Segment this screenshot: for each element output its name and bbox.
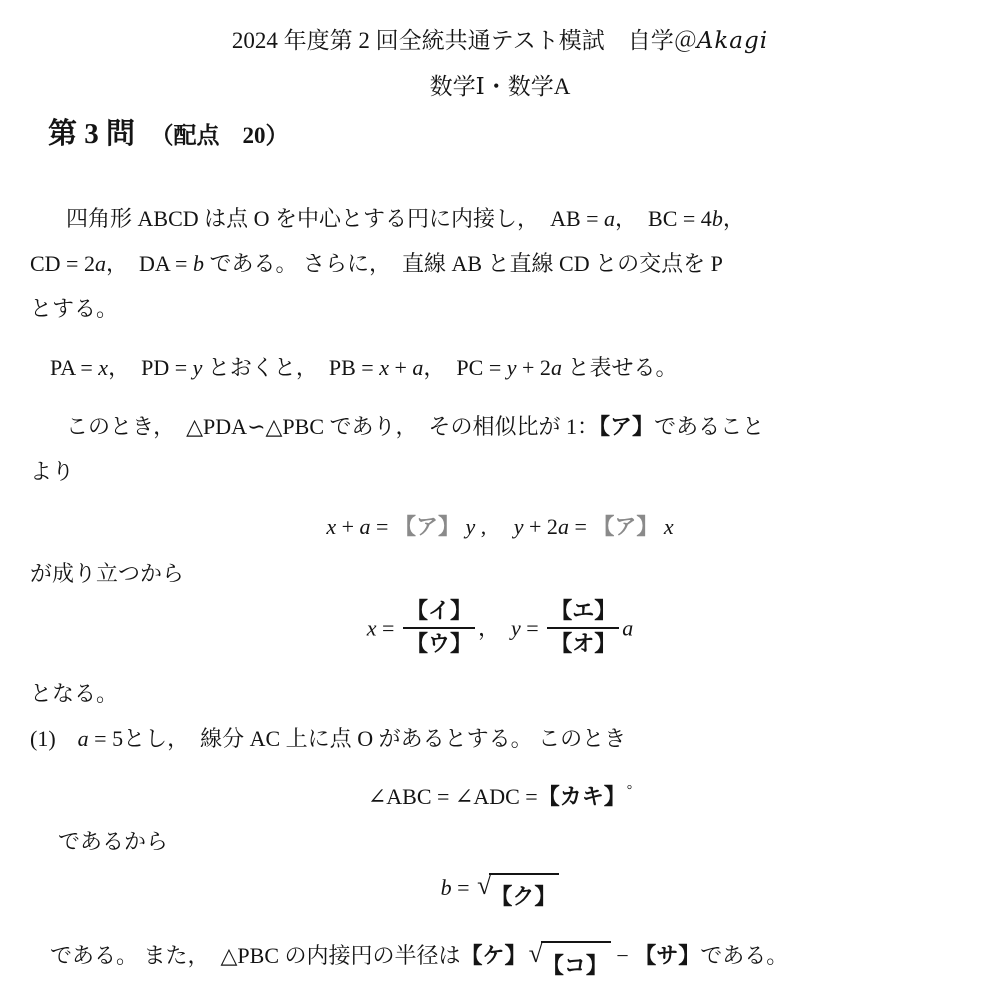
- math-variable: y: [506, 355, 517, 380]
- problem-points: （配点 20）: [150, 123, 289, 148]
- math-roman: 1：: [566, 414, 600, 439]
- radical-sign-icon: √: [477, 871, 492, 900]
- math-roman: PB =: [328, 355, 380, 380]
- text-run: ，: [615, 206, 649, 231]
- math-variable: x: [658, 514, 674, 539]
- text-run: ，: [108, 355, 142, 380]
- paragraph-definitions: [30, 345, 970, 390]
- math-roman: △PDA: [186, 414, 248, 439]
- math-variable: a: [412, 355, 424, 380]
- math-roman: =: [376, 615, 400, 641]
- math-roman: △PBC: [220, 943, 280, 968]
- text-run: ，: [423, 355, 457, 380]
- math-roman: −: [610, 943, 635, 968]
- math-roman: =: [451, 875, 476, 900]
- subquestion-1: [30, 716, 970, 761]
- math-roman: =: [520, 615, 545, 641]
- math-variable: a: [604, 206, 616, 231]
- math-roman: DA =: [138, 251, 193, 276]
- text-run: を中心とする円に内接し，: [269, 206, 551, 231]
- math-variable: b: [192, 251, 204, 276]
- text-run: であり， その相似比が: [324, 414, 567, 439]
- math-roman: AC: [249, 726, 281, 752]
- text-after-equation1: が成り立つから: [30, 561, 185, 586]
- math-roman: ∠ABC = ∠ADC =: [367, 784, 538, 809]
- text-run: である。 また，: [50, 943, 221, 968]
- math-roman: CD = 2: [30, 251, 95, 276]
- math-roman: + 2: [516, 355, 551, 380]
- paragraph-setup: [30, 196, 970, 331]
- math-roman: PC =: [456, 355, 507, 380]
- text-run: [56, 726, 78, 751]
- math-roman: ∽: [247, 414, 266, 439]
- math-variable: x: [366, 615, 377, 641]
- exam-title: [30, 0, 970, 58]
- math-roman: P: [710, 251, 723, 276]
- text-run: このとき，: [66, 414, 187, 439]
- math-roman: O: [253, 206, 270, 231]
- answer-box-known: 【ア】: [393, 514, 460, 539]
- text-run: である。 さらに， 直線: [203, 251, 452, 276]
- text-run: との交点を: [589, 251, 711, 276]
- math-variable: b: [440, 875, 452, 900]
- math-roman: AB =: [550, 206, 605, 231]
- math-variable: a: [622, 615, 634, 641]
- paragraph-setup-line2: [30, 241, 970, 286]
- math-roman: +: [388, 355, 413, 380]
- text-run: 2024 年度第 2 回全統共通テスト模試 自学＠: [231, 28, 697, 53]
- equation-angles: [30, 767, 970, 819]
- math-variable: x: [98, 355, 109, 380]
- equation-b-sqrt: [30, 864, 970, 921]
- math-variable: y: [513, 514, 524, 539]
- math-roman: = 5: [88, 726, 124, 752]
- text-run: 四角形: [66, 206, 138, 231]
- math-variable: a: [94, 251, 106, 276]
- paragraph-similarity: [30, 404, 970, 494]
- paragraph-setup-line1: [30, 196, 970, 241]
- text-run: と直線: [482, 251, 560, 276]
- math-roman: △PBC: [265, 414, 325, 439]
- equation-fractions: [30, 596, 970, 665]
- math-roman: =: [370, 514, 394, 539]
- text-run: があるとする。 このとき: [373, 726, 627, 752]
- math-variable: b: [711, 206, 723, 231]
- answer-fraction: [403, 597, 475, 658]
- text-run: ，: [722, 206, 745, 231]
- subject-title: 数学Ⅰ・数学A: [429, 74, 571, 99]
- text-run: の内接円の半径は: [279, 943, 461, 968]
- text-run: は点: [198, 206, 254, 231]
- math-roman: BC = 4: [648, 206, 712, 231]
- radicand-answer-box: 【ク】: [489, 873, 559, 919]
- equation-ratio-pair: [30, 504, 970, 549]
- radicand-answer-box: 【コ】: [541, 941, 611, 988]
- math-roman: + 2: [523, 514, 558, 539]
- math-roman: ,: [475, 514, 514, 539]
- problem-number: 第 3 問: [48, 118, 136, 150]
- text-run: とする。: [30, 296, 119, 321]
- math-variable: y: [192, 355, 203, 380]
- math-roman: AB: [451, 251, 483, 276]
- math-variable: a: [359, 514, 371, 539]
- text-run: 上に点: [280, 726, 358, 752]
- text-after-equation2: となる。: [30, 681, 119, 707]
- text-run: ，: [105, 251, 139, 276]
- fraction-numerator: 【エ】: [547, 597, 619, 629]
- math-roman: (1): [30, 726, 56, 752]
- math-roman: ，: [477, 615, 511, 641]
- text-run: である。: [700, 943, 789, 968]
- text-run: と表せる。: [561, 355, 678, 380]
- math-variable: a: [557, 514, 569, 539]
- answer-box: 【カキ】: [537, 784, 626, 809]
- answer-box: 【ケ】: [460, 943, 527, 968]
- math-roman: CD: [559, 251, 590, 276]
- math-roman: PD =: [141, 355, 193, 380]
- radical-expression: [477, 873, 559, 919]
- problem-heading: [48, 114, 970, 156]
- text-run: とおくと，: [202, 355, 329, 380]
- fraction-denominator: 【オ】: [550, 630, 617, 656]
- radical-sign-icon: √: [528, 939, 543, 968]
- math-roman: =: [568, 514, 593, 539]
- math-variable: a: [77, 726, 89, 752]
- paragraph-setup-line3: [30, 286, 970, 331]
- fraction-denominator: 【ウ】: [405, 630, 472, 656]
- math-roman: O: [357, 726, 374, 752]
- paragraph-similarity-line2: [30, 449, 970, 494]
- text-run: であること: [654, 414, 765, 439]
- text-after-equation3: であるから: [58, 829, 169, 854]
- paragraph-inradius: [30, 933, 970, 988]
- math-variable: x: [326, 514, 337, 539]
- radical-expression: [529, 941, 611, 988]
- text-run: より: [30, 459, 75, 484]
- math-variable: a: [550, 355, 562, 380]
- answer-box-known: 【ア】: [592, 514, 659, 539]
- math-variable: y: [459, 514, 476, 539]
- degree-symbol: °: [626, 782, 633, 798]
- fraction-numerator: 【イ】: [403, 597, 475, 629]
- math-roman: PA =: [50, 355, 99, 380]
- answer-box: 【ア】: [599, 414, 655, 439]
- math-variable: x: [379, 355, 389, 380]
- answer-box: 【サ】: [634, 943, 701, 968]
- handwritten-name: Akagi: [696, 28, 769, 54]
- math-roman: ABCD: [137, 206, 199, 231]
- paragraph-similarity-line1: [30, 404, 970, 449]
- answer-fraction: [547, 597, 619, 658]
- text-run: とし， 線分: [123, 726, 250, 752]
- math-variable: y: [511, 615, 521, 641]
- math-roman: +: [336, 514, 360, 539]
